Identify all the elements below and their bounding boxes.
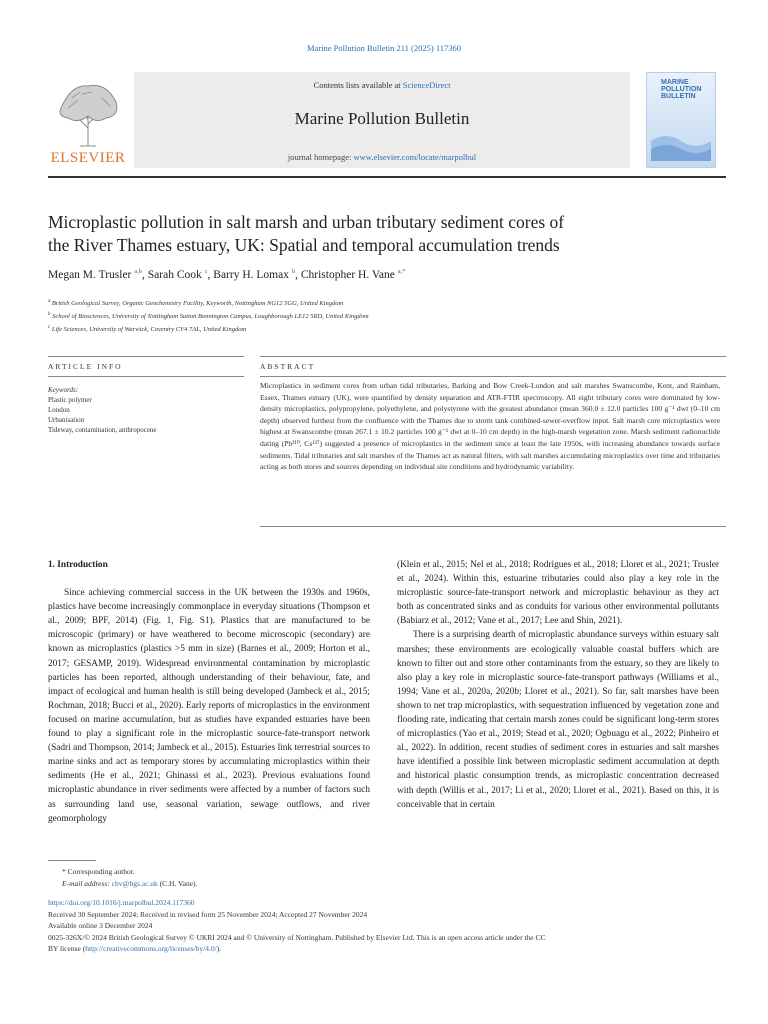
affiliations [48, 296, 728, 335]
email-note [48, 878, 728, 890]
tree-icon [52, 76, 124, 148]
journal-cover-image[interactable] [646, 72, 716, 168]
body-paragraph: (Klein et al., 2015; Nel et al., 2018; Rodrigues et al., 2018; Lloret et al., 2021; Trusler et al., 2024). Within this, estuarine tributaries could also play a key role in the microplastic source-fate-transport network and microplastic behaviour as they act both as concentrated sinks and as conduits for various other environmental pollutants (Babiarz et al., 2012; Vane et al., 2017; Lee and Shin, 2021). [397, 560, 719, 627]
sciencedirect-link[interactable]: ScienceDirect [402, 80, 451, 90]
article-title-line: Microplastic pollution in salt marsh and urban tributary sediment cores of [48, 212, 565, 232]
license-prefix: BY license ( [48, 944, 86, 953]
affiliation-text: Life Sciences, University of Warwick, Coventry CV4 7AL, United Kingdom [51, 326, 247, 334]
email-suffix: (C.H. Vane). [159, 879, 198, 888]
author-list: Megan M. Trusler $^{a,b}$, Sarah Cook $^c$, Barry H. Lomax $^b$, Christopher H. Vane $^{a,*}$ [48, 268, 406, 281]
corresponding-text: Corresponding author. [67, 867, 135, 876]
masthead-center [134, 72, 630, 168]
body-paragraph: Since achieving commercial success in the UK between the 1930s and 1960s, plastics have become increasingly commonplace in everyday situations (Thompson et al., 2009; BPF, 2014) (Fig. 1, Fig. S1). Plastics that are manufactured to be microscopic (primary) or have weathered to become microscopic (secondary) are known as microplastics (plastics >5 mm in size) (Barnes et al., 2009; Horton et al., 2017; GESAMP, 2019). Widespread environmental contamination by microplastic particles has been reported, although understanding of their behaviour, fate, and impact of ecological and human health is still being developed (Jambeck et al., 2015; Rochman, 2018; Bucci et al., 2020). Early reports of microplastics in the environment focused on marine accumulation, but as studies have expanded estuaries have been found to play a significant role in the microplastic source-fate-transport network (Sadri and Thompson, 2014; Jambeck et al., 2015). Estuaries link terrestrial sources to marine sinks and act as temporary stores by accumulating microplastics within their sediments (He et al., 2021; Ghinassi et al., 2023). Previous evaluations found microplastic abundance in river sediments were affected by a number of factors such as surrounding land use, seasonal variation, sewage outflows, and river geomorphology [48, 588, 370, 824]
email-link[interactable]: chv@bgs.ac.uk [111, 879, 158, 888]
article-title-line: the River Thames estuary, UK: Spatial and temporal accumulation trends [48, 235, 560, 255]
license-line [48, 943, 728, 955]
journal-title: Marine Pollution Bulletin [294, 109, 470, 128]
article-info-heading: ARTICLE INFO [48, 362, 123, 371]
keyword: Urbanisation [48, 416, 85, 424]
section-heading: 1. Introduction [48, 560, 108, 570]
author-name[interactable]: Megan M. Trusler [48, 268, 132, 281]
keyword: London [48, 406, 70, 414]
article-info-rule [48, 376, 244, 377]
affiliation-marker: b [48, 312, 51, 318]
cover-title: MARINE POLLUTION BULLETIN [661, 79, 702, 100]
footnote-rule [48, 860, 96, 861]
elsevier-logo[interactable] [48, 72, 128, 168]
abstract-text: Microplastics in sediment cores from urban tidal tributaries, Barking and Bow Creek-London and salt marshes Swanscombe, Kent, and Rainham, Essex, Thames estuary (UK), were quantified by density separation and ATR-FTIR spectroscopy. All eight tributary cores were dominated by low-density microplastics, polypropylene, polyethylene, and polystyrene with the greatest abundance (mean 360.0 ± 12.0 particles 100 g⁻¹ dwt (0–10 cm depth) observed furthest from the confluence with the Thames due to storm tank combined-sewer-overflow input. Salt marsh core microplastics were highest at Swanscombe (mean 267.1 ± 10.2 particles 100 g⁻¹ dwt at 0–10 cm depth) in the high-marsh vegetation zone. Marsh sediment radionuclide dating (Pb²¹⁰, Cs¹³⁷) suggested a presence of microplastics in the sediment since at least the late 1950s, with increasing abundance towards surface sediments. Tidal tributaries and salt marshes of the Thames act as natural filters, with salt marshes accumulating microplastics over time and tributaries acting as both stores and sources depending on individual site conditions and hydrodynamic variability. [260, 381, 720, 472]
received-dates: Received 30 September 2024; Received in revised form 25 November 2024; Accepted 27 November 2024 [48, 909, 368, 919]
author-name[interactable]: Christopher H. Vane [300, 268, 395, 281]
masthead-divider [48, 176, 726, 178]
affiliation-text: British Geological Survey, Organic Geochemistry Facility, Keyworth, Nottingham NG12 5GG, United Kingdom [51, 300, 344, 308]
author-name[interactable]: Barry H. Lomax [213, 268, 289, 281]
article-info-top-rule [48, 356, 244, 357]
copyright-line: 0025-326X/© 2024 British Geological Survey © UKRI 2024 and © University of Nottingham. Published by Elsevier Ltd. This is an open access article under the CC [48, 932, 546, 942]
author-affiliation-marker[interactable]: c [204, 268, 208, 275]
affiliation-marker: a [48, 299, 51, 304]
author-name[interactable]: Sarah Cook [147, 268, 202, 281]
homepage-prefix: journal homepage: [287, 152, 354, 162]
author-affiliation-marker[interactable]: b [291, 268, 296, 275]
keywords-block [48, 385, 248, 435]
affiliation-line [48, 322, 728, 335]
journal-masthead [48, 72, 726, 172]
author-affiliation-marker[interactable]: a,* [397, 268, 406, 275]
keywords-label: Keywords: [48, 386, 79, 394]
wave-icon [651, 121, 711, 161]
contents-line [134, 80, 630, 90]
publication-info [48, 897, 728, 955]
author-affiliation-marker[interactable]: a,b [134, 268, 143, 275]
doi-link[interactable]: https://doi.org/10.1016/j.marpolbul.2024.117360 [48, 898, 195, 907]
license-link[interactable]: http://creativecommons.org/licenses/by/4.0/ [85, 944, 217, 953]
affiliation-line [48, 309, 728, 322]
body-paragraph: There is a surprising dearth of microplastic abundance surveys within estuary salt marshes; these environments are ecologically valuable coastal buffers which are known to filter out and store other contaminants from the estuary, so they are likely to also play a key role in microplastic source-fate-transport pathways (Williams et al., 1994; Vane et al., 2020a, 2020b; Lloret et al., 2021). So far, salt marshes have been shown to net trap microplastics, with sequestration influenced by vegetation zone and flooding rate, indicating that certain marsh zones could be significant long-term stores of microplastics (Yao et al., 2019; Stead et al., 2020; Ogbuagu et al., 2022; Pinheiro et al., 2022). In addition, recent studies of sediment cores in estuaries and salt marshes have identified a possible link between microplastic sediment accumulation at depth and historical plastic consumption trends, as microplastic concentration decreased with depth (Willis et al., 2017; Li et al., 2020; Lloret et al., 2021). Based on this, it is conceivable that in certain [397, 630, 719, 810]
available-online: Available online 3 December 2024 [48, 921, 153, 930]
abstract-rule [260, 376, 726, 377]
running-head[interactable]: Marine Pollution Bulletin 211 (2025) 117360 [306, 43, 461, 53]
footnotes [48, 860, 728, 890]
homepage-line [134, 152, 630, 162]
abstract-top-rule [260, 356, 726, 357]
email-label: E-mail address: [62, 879, 110, 888]
contents-prefix: Contents lists available at [313, 80, 403, 90]
article-title [48, 211, 728, 257]
corresponding-author-note: * Corresponding author. [62, 867, 135, 876]
keyword: Plastic polymer [48, 396, 92, 404]
keyword: Tideway, contamination, anthropocene [48, 426, 157, 434]
affiliation-marker: c [48, 325, 51, 331]
body-column-left [48, 558, 370, 826]
abstract-heading: ABSTRACT [260, 362, 316, 371]
body-column-right [397, 558, 719, 812]
license-suffix: ). [216, 944, 222, 953]
affiliation-line [48, 296, 728, 309]
abstract-bottom-rule [260, 526, 726, 527]
publisher-name: ELSEVIER [50, 150, 126, 166]
homepage-link[interactable]: www.elsevier.com/locate/marpolbul [353, 152, 477, 162]
affiliation-text: School of Biosciences, University of Nottingham Sutton Bonnington Campus, Loughborough LE12 5RD, United Kingdom [52, 313, 369, 321]
